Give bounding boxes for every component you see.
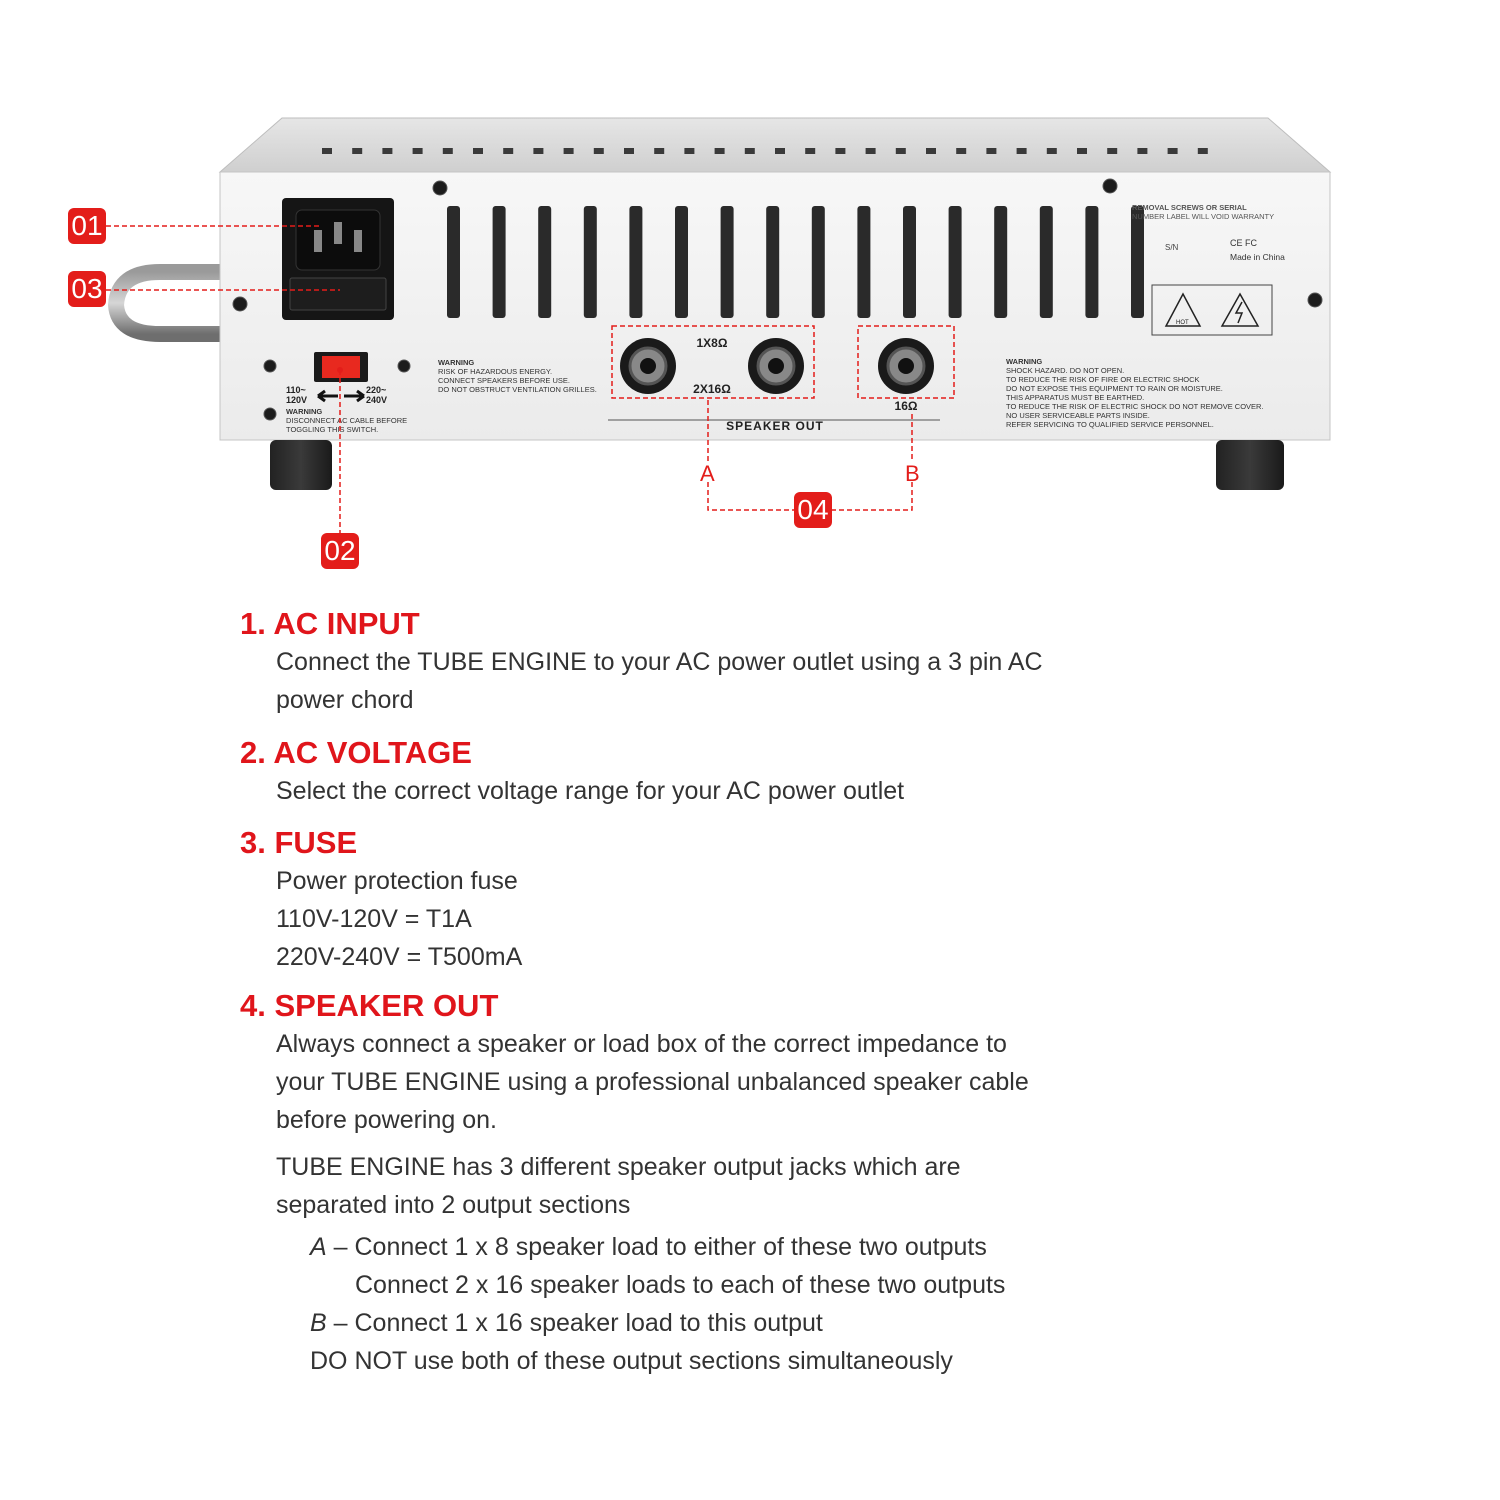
jack-1x8-2x16-right[interactable] — [748, 338, 804, 394]
option-a-line-2: Connect 2 x 16 speaker loads to each of these two outputs — [355, 1271, 1006, 1299]
warn-shock-line: THIS APPARATUS MUST BE EARTHED. — [1006, 393, 1145, 402]
top-vent-slot — [352, 148, 362, 154]
warn-hazard-line: RISK OF HAZARDOUS ENERGY. — [438, 367, 553, 376]
option-b-text: – Connect 1 x 16 speaker load to this output — [326, 1309, 823, 1337]
voltage-selector-switch[interactable] — [314, 352, 368, 382]
speaker-out-para2-line-2: separated into 2 output sections — [276, 1191, 631, 1219]
option-a-letter: A — [310, 1233, 327, 1261]
warn-shock-line: NO USER SERVICEABLE PARTS INSIDE. — [1006, 411, 1150, 420]
warn-switch-line: DISCONNECT AC CABLE BEFORE — [286, 416, 408, 425]
top-vent-slot — [684, 148, 694, 154]
top-vent-slot — [533, 148, 543, 154]
jack-1x8-2x16-left[interactable] — [620, 338, 676, 394]
amp-rear-panel-diagram — [0, 0, 1500, 600]
top-vent-slot — [805, 148, 815, 154]
vent-slot — [584, 206, 597, 318]
top-vent-slot — [1168, 148, 1178, 154]
fuse-line-3: 220V-240V = T500mA — [276, 943, 523, 971]
callout-03-badge: 03 — [68, 271, 106, 307]
foot-right — [1216, 440, 1284, 490]
warn-switch-line: TOGGLING THIS SWITCH. — [286, 425, 379, 434]
warn-shock-line: WARNING — [1006, 357, 1043, 366]
fuse-line-1: Power protection fuse — [276, 867, 518, 895]
vent-slot — [447, 206, 460, 318]
removal-line: REMOVAL SCREWS OR SERIAL — [1132, 203, 1247, 212]
callout-b-letter: B — [905, 461, 920, 486]
ac-voltage-line-1: Select the correct voltage range for your AC power outlet — [276, 777, 905, 805]
top-vent-slot — [1198, 148, 1208, 154]
foot-left — [270, 440, 332, 490]
fuse-line-2: 110V-120V = T1A — [276, 905, 472, 933]
top-vent-slot — [322, 148, 332, 154]
section-fuse-heading: 3. FUSE — [240, 825, 358, 860]
speaker-out-line-1: Always connect a speaker or load box of the correct impedance to — [276, 1030, 1007, 1058]
carry-handle — [116, 272, 222, 334]
vent-slot — [857, 206, 870, 318]
vent-slot — [629, 206, 642, 318]
serial-number-label: S/N — [1165, 243, 1179, 252]
warn-switch-line: WARNING — [286, 407, 323, 416]
vent-slot — [766, 206, 779, 318]
vent-slot — [675, 206, 688, 318]
voltage-low-label: 110~ 120V — [286, 385, 308, 405]
removal-line: NUMBER LABEL WILL VOID WARRANTY — [1132, 212, 1275, 221]
top-vent-slot — [1137, 148, 1147, 154]
jack-16-label: 16Ω — [894, 399, 918, 413]
vent-slot — [812, 206, 825, 318]
certification-marks: CE FC — [1230, 238, 1257, 248]
section-speaker-out-heading: 4. SPEAKER OUT — [240, 988, 499, 1023]
speaker-out-para2-line-1: TUBE ENGINE has 3 different speaker output jacks which are — [276, 1153, 961, 1181]
warn-shock-line: SHOCK HAZARD. DO NOT OPEN. — [1006, 366, 1125, 375]
vent-slot — [1131, 206, 1144, 318]
top-vent-slot — [1047, 148, 1057, 154]
top-vent-slot — [956, 148, 966, 154]
ac-input-line-1: Connect the TUBE ENGINE to your AC power outlet using a 3 pin AC — [276, 648, 1043, 676]
top-vent-slot — [564, 148, 574, 154]
top-vent-slot — [624, 148, 634, 154]
option-a-text: – Connect 1 x 8 speaker load to either of these two outputs — [326, 1233, 987, 1261]
vent-slot — [1085, 206, 1098, 318]
option-b-letter: B — [310, 1309, 327, 1337]
top-vent-slot — [715, 148, 725, 154]
warn-shock-line: DO NOT EXPOSE THIS EQUIPMENT TO RAIN OR MOISTURE. — [1006, 384, 1223, 393]
top-vent-slot — [775, 148, 785, 154]
vent-slot — [994, 206, 1007, 318]
top-vent-slot — [443, 148, 453, 154]
top-vent-slot — [382, 148, 392, 154]
section-ac-input-heading: 1. AC INPUT — [240, 606, 420, 641]
option-b-line — [310, 1309, 823, 1338]
callout-01-badge: 01 — [68, 208, 106, 244]
top-vent-slot — [926, 148, 936, 154]
top-vent-slot — [1017, 148, 1027, 154]
top-vent-slot — [986, 148, 996, 154]
speaker-out-label: SPEAKER OUT — [726, 419, 824, 433]
top-vent-slot — [896, 148, 906, 154]
warn-shock-line: TO REDUCE THE RISK OF FIRE OR ELECTRIC SHOCK — [1006, 375, 1200, 384]
fuse-drawer[interactable] — [290, 278, 386, 310]
ac-inlet[interactable] — [282, 198, 394, 320]
callout-02-badge: 02 — [321, 533, 359, 569]
vent-slot — [903, 206, 916, 318]
top-vent-slot — [503, 148, 513, 154]
speaker-out-line-3: before powering on. — [276, 1106, 497, 1134]
warn-hazard-line: WARNING — [438, 358, 475, 367]
do-not-use-both-warning: DO NOT use both of these output sections simultaneously — [310, 1347, 953, 1375]
top-vent-slot — [866, 148, 876, 154]
top-vent-slot — [835, 148, 845, 154]
top-vent-slot — [594, 148, 604, 154]
option-a-line-1 — [310, 1233, 987, 1262]
section-ac-voltage-heading: 2. AC VOLTAGE — [240, 735, 472, 770]
voltage-high-label: 220~ 240V — [366, 385, 388, 405]
speaker-out-line-2: your TUBE ENGINE using a professional unbalanced speaker cable — [276, 1068, 1029, 1096]
ac-input-line-2: power chord — [276, 686, 414, 714]
top-vent-slot — [654, 148, 664, 154]
warn-hazard-line: CONNECT SPEAKERS BEFORE USE. — [438, 376, 570, 385]
top-vent-slot — [1107, 148, 1117, 154]
hot-icon-label: HOT — [1176, 320, 1189, 326]
vent-slot — [949, 206, 962, 318]
vent-slot — [1040, 206, 1053, 318]
top-vent-slot — [413, 148, 423, 154]
warn-hazard-line: DO NOT OBSTRUCT VENTILATION GRILLES. — [438, 385, 597, 394]
chassis-top — [220, 118, 1330, 172]
top-vent-slot — [1077, 148, 1087, 154]
vent-slot — [721, 206, 734, 318]
jack-2x16-label: 2X16Ω — [693, 382, 731, 396]
jack-1x8-label: 1X8Ω — [696, 336, 728, 350]
warn-shock-line: REFER SERVICING TO QUALIFIED SERVICE PERSONNEL. — [1006, 420, 1214, 429]
warn-shock-line: TO REDUCE THE RISK OF ELECTRIC SHOCK DO NOT REMOVE COVER. — [1006, 402, 1264, 411]
callout-04-badge: 04 — [794, 492, 832, 528]
made-in-label: Made in China — [1230, 252, 1285, 262]
callout-a-letter: A — [700, 461, 715, 486]
vent-slot — [538, 206, 551, 318]
vent-slot — [493, 206, 506, 318]
top-vent-slot — [745, 148, 755, 154]
jack-16-ohm[interactable] — [878, 338, 934, 394]
top-vent-slot — [473, 148, 483, 154]
